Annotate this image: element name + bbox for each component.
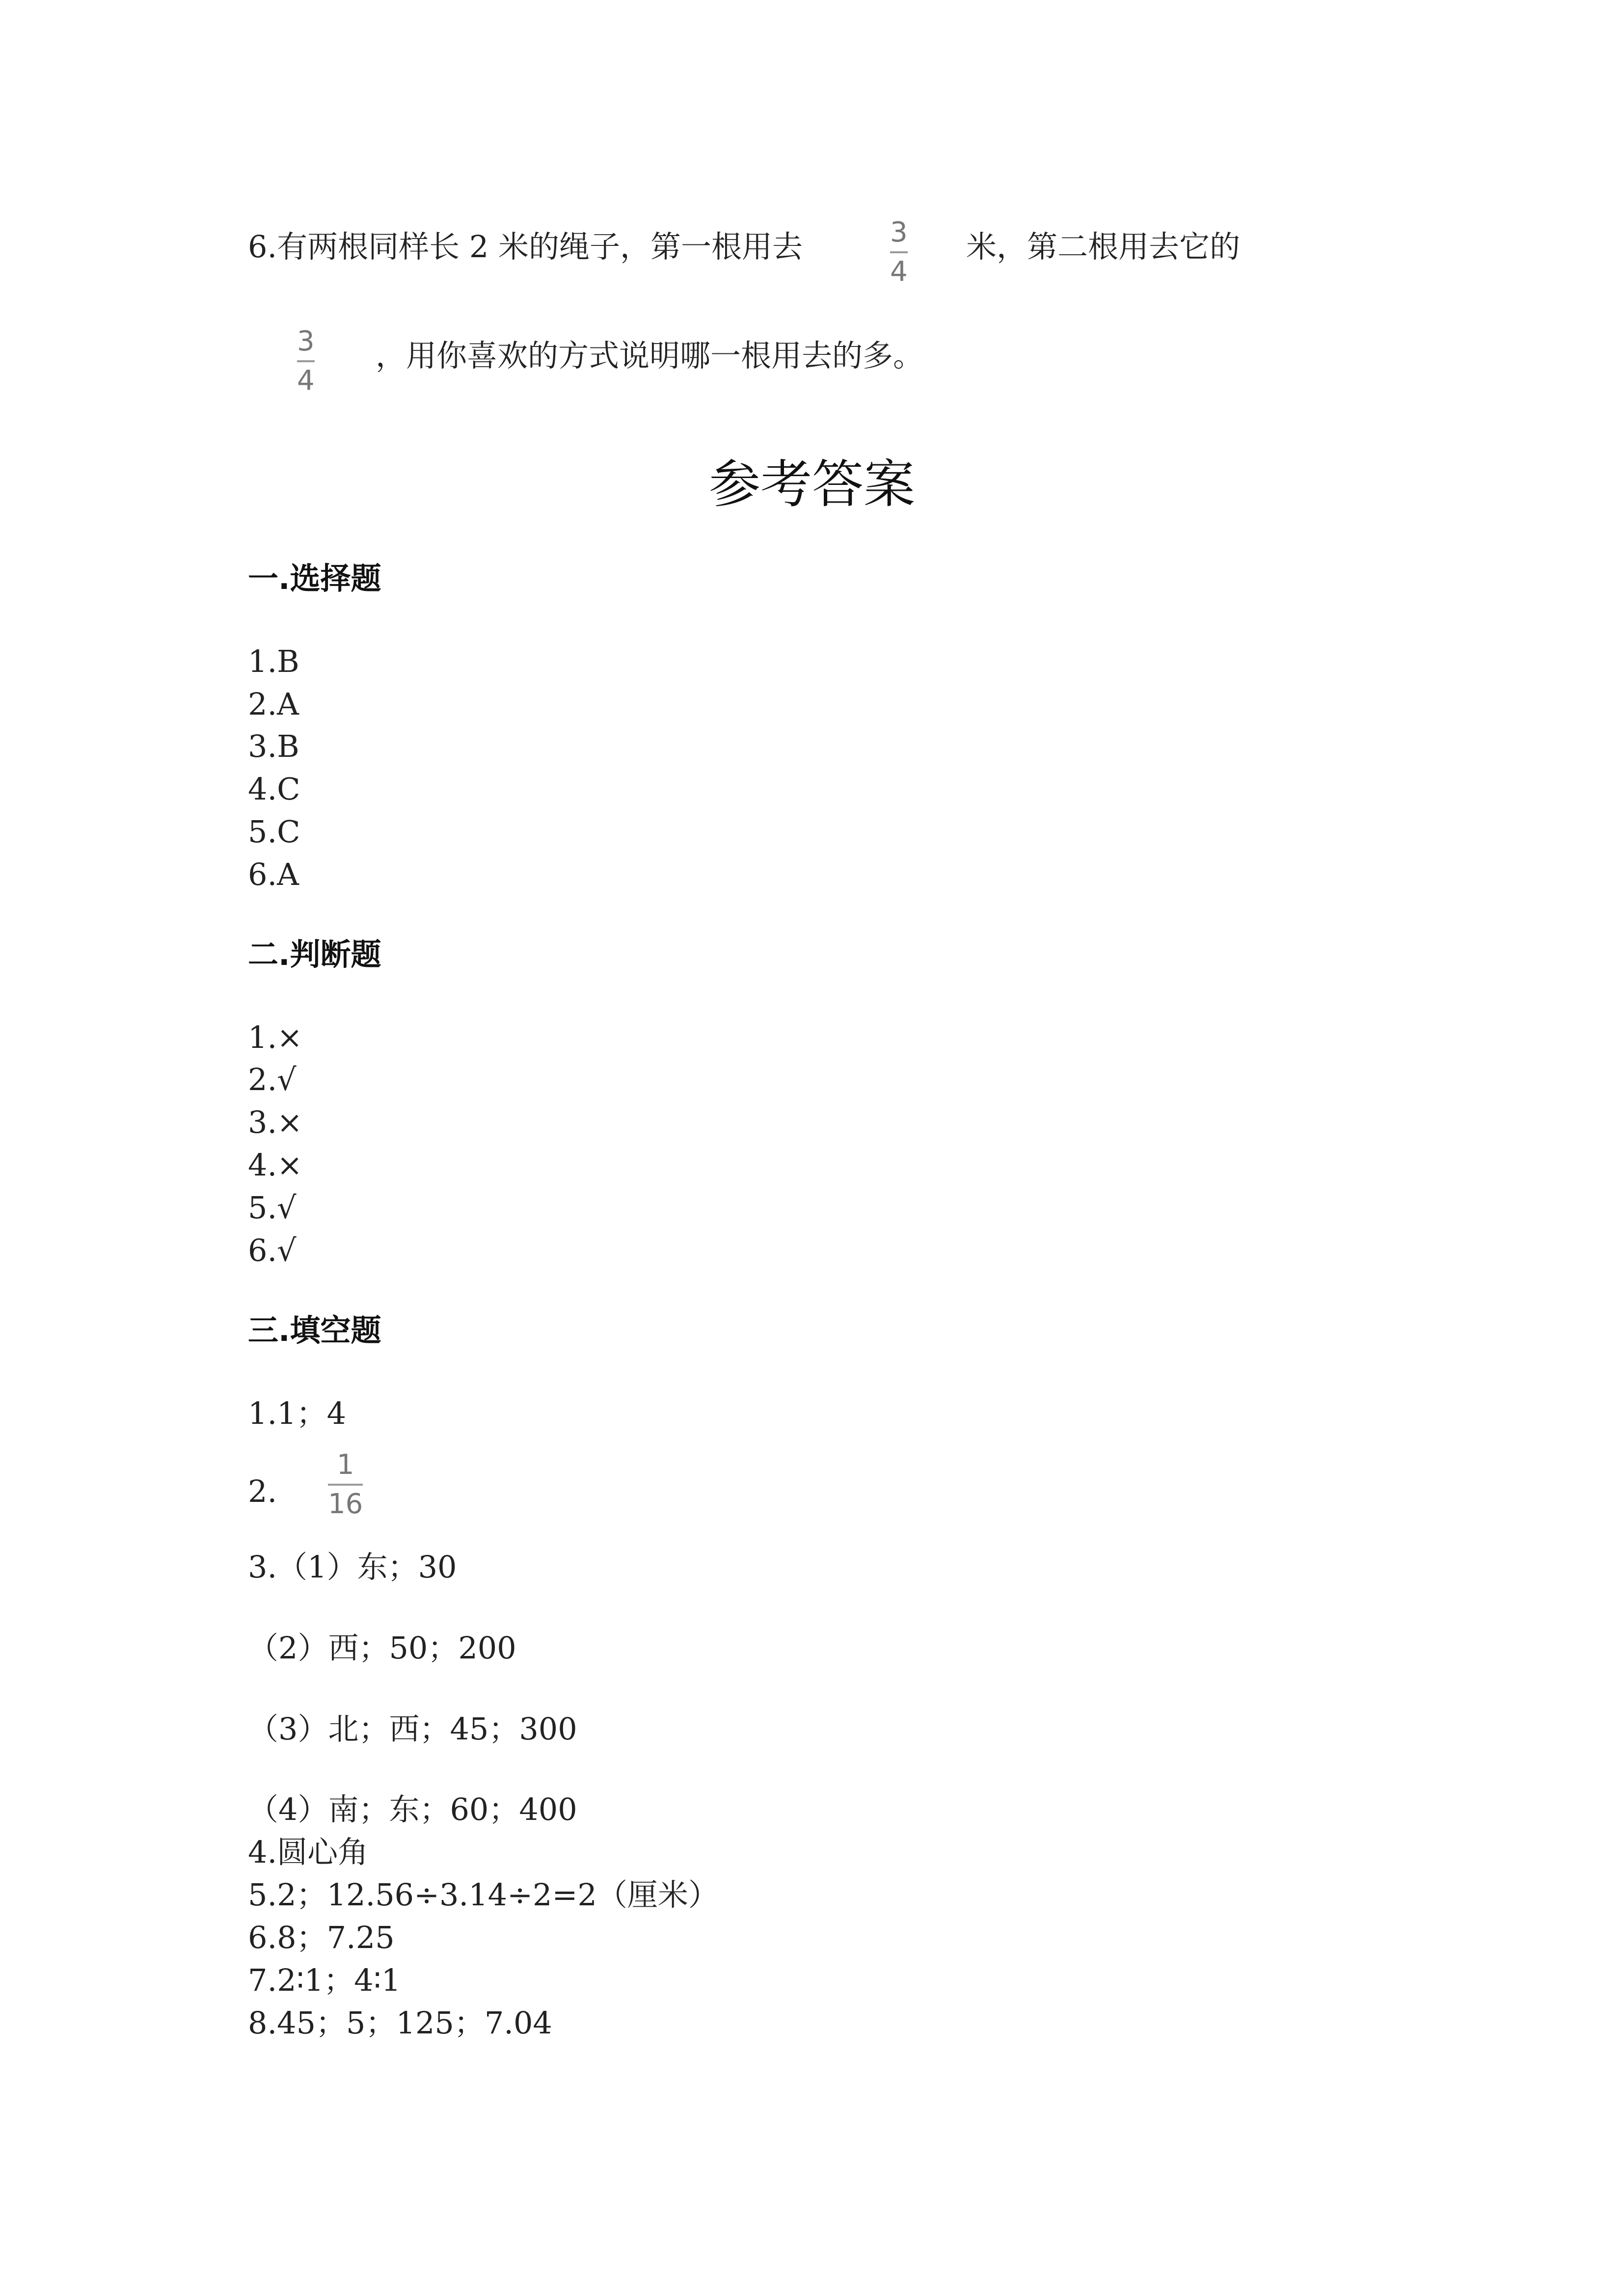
answer-item: 1.1；4 bbox=[248, 1395, 347, 1431]
answer-item: 3.（1）东；30 bbox=[248, 1549, 457, 1585]
answer-item: 6.√ bbox=[248, 1232, 297, 1268]
fraction-bar bbox=[890, 251, 908, 253]
answer-item: 2.A bbox=[248, 686, 299, 722]
answer-item: 1.B bbox=[248, 643, 299, 679]
question-6-line-1-continuation: 米，第二根用去它的 bbox=[966, 229, 1241, 265]
answer-item: （2）西；50；200 bbox=[248, 1630, 516, 1666]
answer-item: （4）南；东；60；400 bbox=[248, 1791, 577, 1827]
question-6-line-1-text: 6.有两根同样长 2 米的绳子，第一根用去 bbox=[248, 229, 803, 265]
answer-item: 6.A bbox=[248, 856, 299, 892]
answer-item: 7.2∶1；4∶1 bbox=[248, 1962, 401, 1998]
answer-item: 4.圆心角 bbox=[248, 1834, 369, 1870]
fraction-denominator: 16 bbox=[328, 1488, 363, 1520]
answer-item: 4.C bbox=[248, 771, 300, 807]
fraction-numerator: 3 bbox=[890, 216, 908, 248]
answer-item: 5.C bbox=[248, 814, 300, 850]
section-1-heading: 一.选择题 bbox=[248, 561, 381, 596]
fraction-denominator: 4 bbox=[890, 256, 908, 288]
question-6-fraction-1 bbox=[890, 216, 908, 288]
answer-item: 2.√ bbox=[248, 1062, 297, 1097]
answer-item: 5.2；12.56÷3.14÷2=2（厘米） bbox=[248, 1877, 719, 1913]
question-6-fraction-2 bbox=[297, 325, 315, 397]
section-3-heading: 三.填空题 bbox=[248, 1312, 381, 1348]
answer-item: 1.× bbox=[248, 1019, 303, 1055]
answer-item: 4.× bbox=[248, 1147, 303, 1183]
answer-item: 6.8；7.25 bbox=[248, 1920, 395, 1955]
question-6-line-2-text: ，用你喜欢的方式说明哪一根用去的多。 bbox=[376, 338, 924, 374]
fraction-numerator: 3 bbox=[297, 325, 315, 357]
answer-item: 5.√ bbox=[248, 1190, 297, 1226]
fraction-bar bbox=[297, 360, 315, 362]
answer-item-2-label: 2. bbox=[248, 1473, 277, 1509]
answer-key-title: 参考答案 bbox=[708, 454, 915, 514]
answer-item: 3.B bbox=[248, 728, 299, 764]
answer-item: （3）北；西；45；300 bbox=[248, 1711, 577, 1747]
answer-item: 8.45；5；125；7.04 bbox=[248, 2005, 552, 2041]
fraction-denominator: 4 bbox=[297, 365, 315, 397]
answer-item-2-fraction bbox=[328, 1451, 363, 1518]
answer-item: 3.× bbox=[248, 1104, 303, 1140]
fraction-numerator: 1 bbox=[336, 1449, 354, 1481]
fraction-bar bbox=[328, 1484, 363, 1486]
section-2-heading: 二.判断题 bbox=[248, 936, 381, 972]
